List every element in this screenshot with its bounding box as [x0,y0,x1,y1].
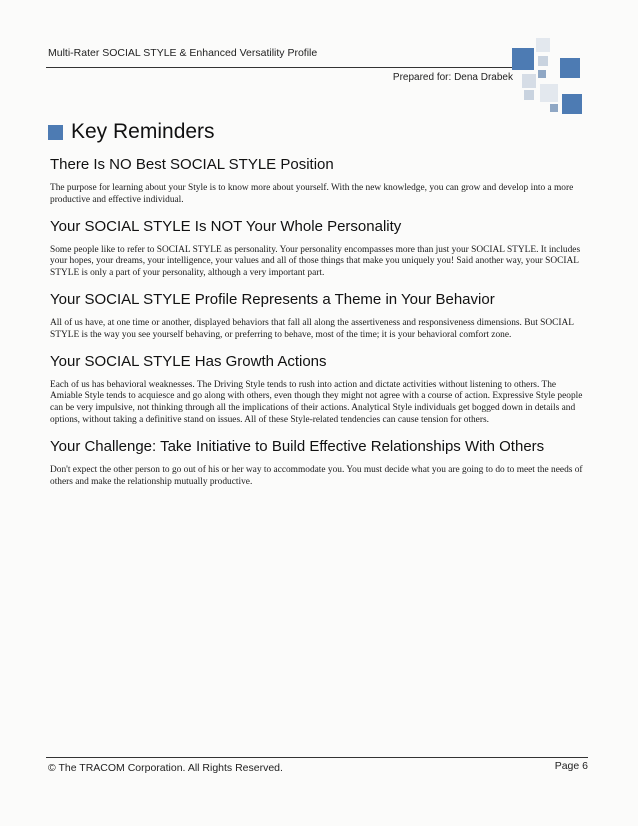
logo-square-icon [550,104,558,112]
logo-square-icon [538,70,546,78]
reminders-content [50,156,590,499]
logo-square-icon [536,38,550,52]
section-body: The purpose for learning about your Style is to know more about yourself. With the new knowledge, you can grow and develop into a more productive and effective individual. [50,183,574,205]
section-theme-in-behavior [50,291,590,342]
section-heading: Your SOCIAL STYLE Has Growth Actions [50,352,327,370]
footer-divider [46,757,588,758]
section-your-challenge [50,438,590,489]
section-body: Some people like to refer to SOCIAL STYLE as personality. Your personality encompasses more than just your SOCIAL STYLE. It includes your hopes, your dreams, your intelligence, your values and all of those things that make you uniquely you! Said another way, your SOCIAL STYLE is only a part of your personality, although a very important part. [50,244,581,279]
section-not-whole-personality [50,218,590,280]
logo-square-icon [538,56,548,66]
page-title [48,120,215,144]
section-body: Don't expect the other person to go out of his or her way to accommodate you. You must decide what you are going to do to meet the needs of others and make the relationship mutually productive. [50,464,583,487]
logo-square-icon [540,84,558,102]
section-heading: There Is NO Best SOCIAL STYLE Position [50,156,334,173]
section-body: All of us have, at one time or another, displayed behaviors that fall all along the assertiveness and responsiveness dimensions. But SOCIAL STYLE is the way you see yourself behaving, or preferring to behave, most of the time; it is your behavioral comfort zone. [50,317,574,340]
section-body: Each of us has behavioral weaknesses. The Driving Style tends to rush into action and dictate activities without listening to others. The Amiable Style tends to acquiesce and go along with others, even though they might not agree with a course of action. Expressive Style people can be very impulsive, not thinking through all the implications of their actions. Analytical Style individuals get bogged down in details and options, without taking a definitive stand on issues. All of these Style-related tendencies can cause tension for others. [50,379,583,425]
logo-square-icon [522,74,536,88]
footer-copyright: © The TRACOM Corporation. All Rights Reserved. [48,762,283,774]
section-no-best-style [50,156,590,207]
header-divider [46,67,524,68]
page-title-text: Key Reminders [71,120,215,143]
page-number: Page 6 [554,760,588,772]
section-growth-actions [50,353,590,427]
section-heading: Your SOCIAL STYLE Is NOT Your Whole Personality [50,217,402,235]
section-heading: Your Challenge: Take Initiative to Build Effective Relationships With Others [50,437,545,455]
logo-square-icon [562,94,582,114]
tracom-logo [504,38,588,118]
header-title: Multi-Rater SOCIAL STYLE & Enhanced Versatility Profile [48,47,318,59]
logo-square-icon [524,90,534,100]
section-heading: Your SOCIAL STYLE Profile Represents a Theme in Your Behavior [50,290,495,308]
logo-square-icon [512,48,534,70]
logo-square-icon [560,58,580,78]
bullet-square-icon [48,125,63,140]
prepared-for: Prepared for: Dena Drabek [392,72,513,83]
